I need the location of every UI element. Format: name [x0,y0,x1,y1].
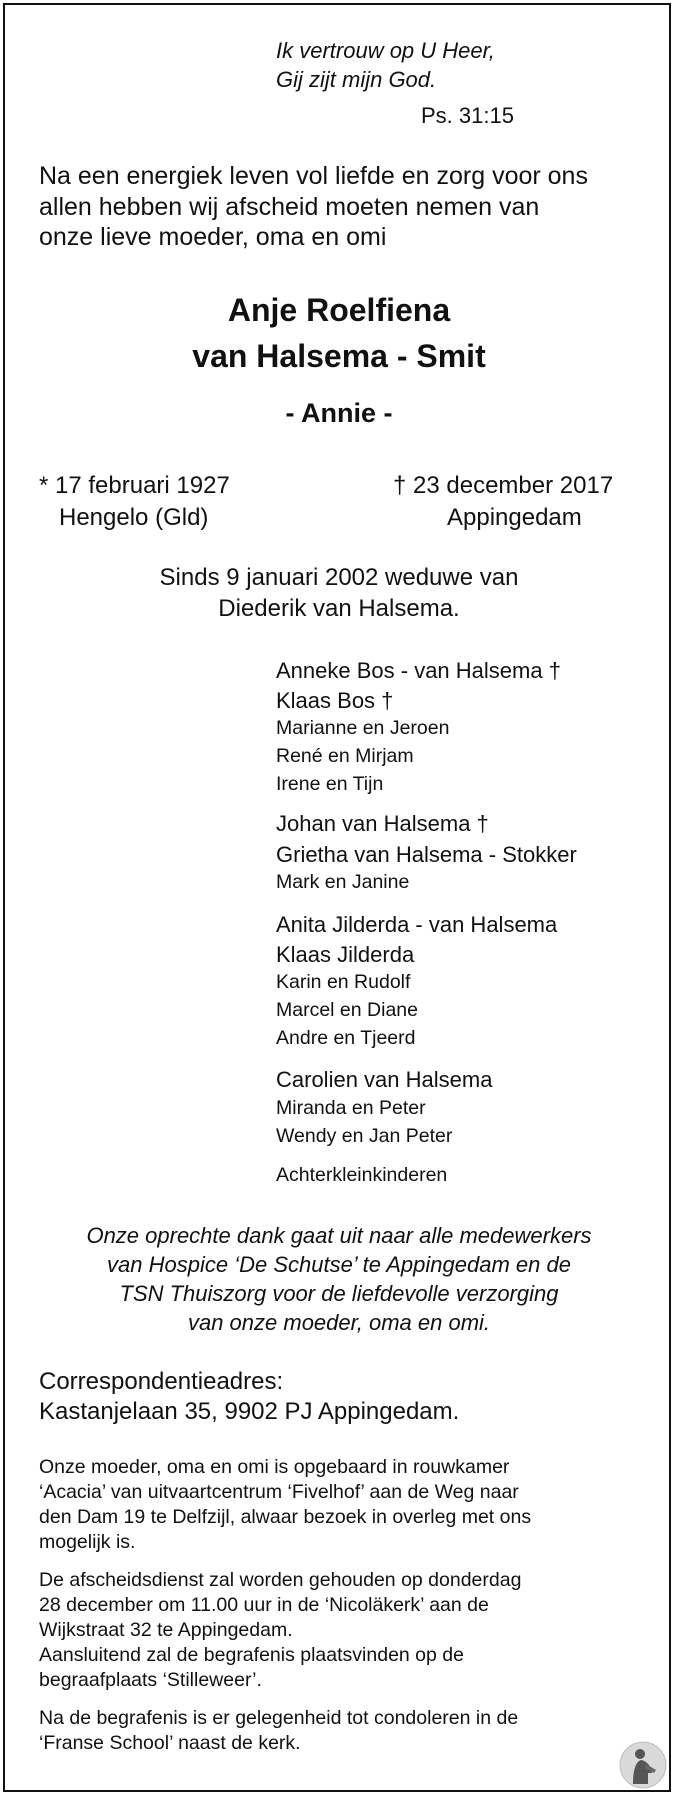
grandchild: Irene en Tijn [276,773,384,795]
deceased-name-line-1: Anje Roelfiena [227,292,451,328]
correspondence-address: Kastanjelaan 35, 9902 PJ Appingedam. [39,1398,460,1425]
info-line: Na de begrafenis is er gelegenheid tot condoleren in de [39,1707,519,1729]
widow-line-2: Diederik van Halsema. [218,595,460,622]
grandchild: Miranda en Peter [276,1097,426,1119]
intro-line-1: Na een energiek leven vol liefde en zorg voor ons [39,162,588,190]
correspondence-label: Correspondentieadres: [39,1368,284,1395]
grandchild: Marianne en Jeroen [276,717,450,739]
info-line: ‘Franse School’ naast de kerk. [39,1732,301,1754]
grandchild: Mark en Janine [276,871,410,893]
info-line: Wijkstraat 32 te Appingedam. [39,1619,293,1641]
family-member: Klaas Jilderda [276,942,415,967]
death-place: Appingedam [447,504,582,531]
thanks-line-3: TSN Thuiszorg voor de liefdevolle verzorging [119,1281,559,1306]
thanks-line-1: Onze oprechte dank gaat uit naar alle medewerkers [86,1223,592,1248]
deceased-name-line-2: van Halsema - Smit [192,338,486,374]
deceased-nickname: - Annie - [285,398,393,428]
info-line: den Dam 19 te Delfzijl, alwaar bezoek in overleg met ons [39,1506,532,1528]
info-line: De afscheidsdienst zal worden gehouden op donderdag [39,1569,522,1591]
grandchild: Wendy en Jan Peter [276,1125,453,1147]
death-date: † 23 december 2017 [393,472,614,499]
verse-line-2: Gij zijt mijn God. [276,67,437,92]
birth-date: * 17 februari 1927 [39,472,230,499]
widow-line-1: Sinds 9 januari 2002 weduwe van [159,564,519,591]
grandchild: Andre en Tjeerd [276,1027,416,1049]
great-grandchildren: Achterkleinkinderen [276,1164,448,1186]
memorial-figure-icon [618,1740,668,1790]
grandchild: Karin en Rudolf [276,971,411,993]
info-line: ‘Acacia’ van uitvaartcentrum ‘Fivelhof’ aan de Weg naar [39,1481,519,1503]
info-line: begraafplaats ‘Stilleweer’. [39,1669,262,1691]
family-member: Klaas Bos † [276,688,394,713]
verse-reference: Ps. 31:15 [421,103,514,128]
verse-line-1: Ik vertrouw op U Heer, [276,38,495,63]
family-member: Anneke Bos - van Halsema † [276,658,561,683]
info-line: 28 december om 11.00 uur in de ‘Nicoläkerk’ aan de [39,1594,489,1616]
family-member: Johan van Halsema † [276,811,489,836]
grandchild: Marcel en Diane [276,999,418,1021]
info-line: Aansluitend zal de begrafenis plaatsvinden op de [39,1644,464,1666]
intro-line-2: allen hebben wij afscheid moeten nemen van [39,193,540,221]
thanks-line-2: van Hospice ‘De Schutse’ te Appingedam en de [107,1252,571,1277]
thanks-line-4: van onze moeder, oma en omi. [187,1310,491,1335]
family-member: Grietha van Halsema - Stokker [276,842,577,867]
info-line: Onze moeder, oma en omi is opgebaard in rouwkamer [39,1456,510,1478]
family-member: Anita Jilderda - van Halsema [276,912,558,937]
grandchild: René en Mirjam [276,745,414,767]
intro-line-3: onze lieve moeder, oma en omi [39,223,387,251]
info-line: mogelijk is. [39,1531,136,1553]
family-member: Carolien van Halsema [276,1067,493,1092]
birth-place: Hengelo (Gld) [59,504,209,531]
